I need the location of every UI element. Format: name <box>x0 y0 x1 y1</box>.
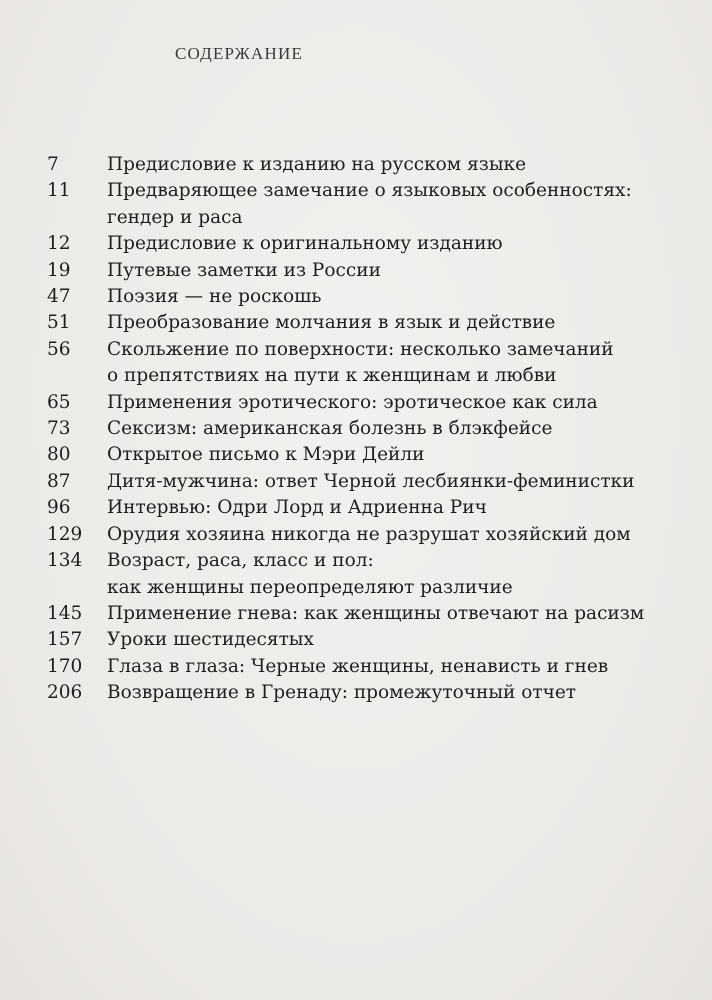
toc-title-line: Скольжение по поверхности: несколько замечаний <box>107 338 614 360</box>
toc-title-line: Предисловие к изданию на русском языке <box>107 154 527 175</box>
toc-title-line: Поэзия — не роскошь <box>107 286 322 308</box>
toc-page-number: 51 <box>47 312 71 334</box>
toc-entry <box>0 416 712 442</box>
toc-title-line: Путевые заметки из России <box>107 259 381 281</box>
toc-title-line: Применения эротического: эротическое как сила <box>107 391 598 413</box>
toc-entry <box>0 178 712 231</box>
toc-entry <box>0 654 712 680</box>
toc-title <box>107 522 667 548</box>
toc-title <box>107 601 667 627</box>
toc-title <box>107 469 667 495</box>
toc-entry <box>0 522 712 548</box>
table-of-contents <box>0 152 712 707</box>
toc-title <box>107 390 667 416</box>
toc-entry <box>0 284 712 310</box>
toc-title <box>107 310 667 336</box>
toc-page-number: 19 <box>47 259 71 281</box>
toc-page-number: 7 <box>47 154 59 175</box>
toc-page-number: 56 <box>47 338 71 360</box>
toc-title <box>107 284 667 310</box>
toc-title <box>107 152 667 178</box>
toc-page-number: 11 <box>47 180 71 202</box>
toc-page-number: 206 <box>47 682 83 704</box>
toc-title <box>107 337 667 390</box>
toc-page-number: 157 <box>47 629 83 651</box>
toc-page-number: 73 <box>47 418 71 440</box>
toc-page-number: 129 <box>47 523 83 545</box>
toc-title-line: Возвращение в Гренаду: промежуточный отчет <box>107 682 577 704</box>
toc-entry <box>0 152 712 178</box>
toc-title-line: Орудия хозяина никогда не разрушат хозяйский дом <box>107 523 631 545</box>
toc-title <box>107 548 667 601</box>
toc-entry <box>0 442 712 468</box>
toc-title-line: Применение гнева: как женщины отвечают на расизм <box>107 602 645 624</box>
toc-page-number: 80 <box>47 444 71 466</box>
toc-title <box>107 627 667 653</box>
toc-entry <box>0 495 712 521</box>
toc-page-number: 96 <box>47 497 71 519</box>
toc-title <box>107 442 667 468</box>
toc-title <box>107 654 667 680</box>
toc-page-number: 134 <box>47 550 83 572</box>
toc-title <box>107 178 667 231</box>
toc-title <box>107 680 667 706</box>
toc-title <box>107 416 667 442</box>
toc-title-line: Глаза в глаза: Черные женщины, ненависть и гнев <box>107 655 609 677</box>
toc-title <box>107 231 667 257</box>
toc-title-line: Интервью: Одри Лорд и Адриенна Рич <box>107 497 487 519</box>
toc-title-line: Преобразование молчания в язык и действие <box>107 312 556 334</box>
toc-title-line: Сексизм: американская болезнь в блэкфейсе <box>107 418 553 440</box>
toc-entry <box>0 258 712 284</box>
toc-title-line: Дитя-мужчина: ответ Черной лесбиянки-феминистки <box>107 470 635 492</box>
toc-title-line: Предваряющее замечание о языковых особенностях: <box>107 180 632 202</box>
toc-entry <box>0 548 712 601</box>
toc-title-line: Уроки шестидесятых <box>107 629 314 651</box>
toc-page-number: 12 <box>47 233 71 255</box>
toc-entry <box>0 337 712 390</box>
toc-title <box>107 258 667 284</box>
toc-title-line: Открытое письмо к Мэри Дейли <box>107 444 425 466</box>
toc-entry <box>0 469 712 495</box>
toc-page-number: 87 <box>47 470 71 492</box>
toc-title-line: гендер и раса <box>107 206 243 228</box>
toc-entry <box>0 231 712 257</box>
toc-page-number: 47 <box>47 286 71 308</box>
toc-entry <box>0 390 712 416</box>
page-title: СОДЕРЖАНИЕ <box>175 44 304 63</box>
toc-entry <box>0 627 712 653</box>
toc-title <box>107 495 667 521</box>
toc-entry <box>0 601 712 627</box>
toc-page-number: 65 <box>47 391 71 413</box>
toc-entry <box>0 310 712 336</box>
toc-title-line: как женщины переопределяют различие <box>107 576 513 598</box>
toc-page-number: 170 <box>47 655 83 677</box>
toc-entry <box>0 680 712 706</box>
toc-title-line: Предисловие к оригинальному изданию <box>107 233 503 255</box>
toc-page-number: 145 <box>47 602 83 624</box>
toc-title-line: Возраст, раса, класс и пол: <box>107 550 374 572</box>
toc-title-line: о препятствиях на пути к женщинам и любви <box>107 365 557 387</box>
